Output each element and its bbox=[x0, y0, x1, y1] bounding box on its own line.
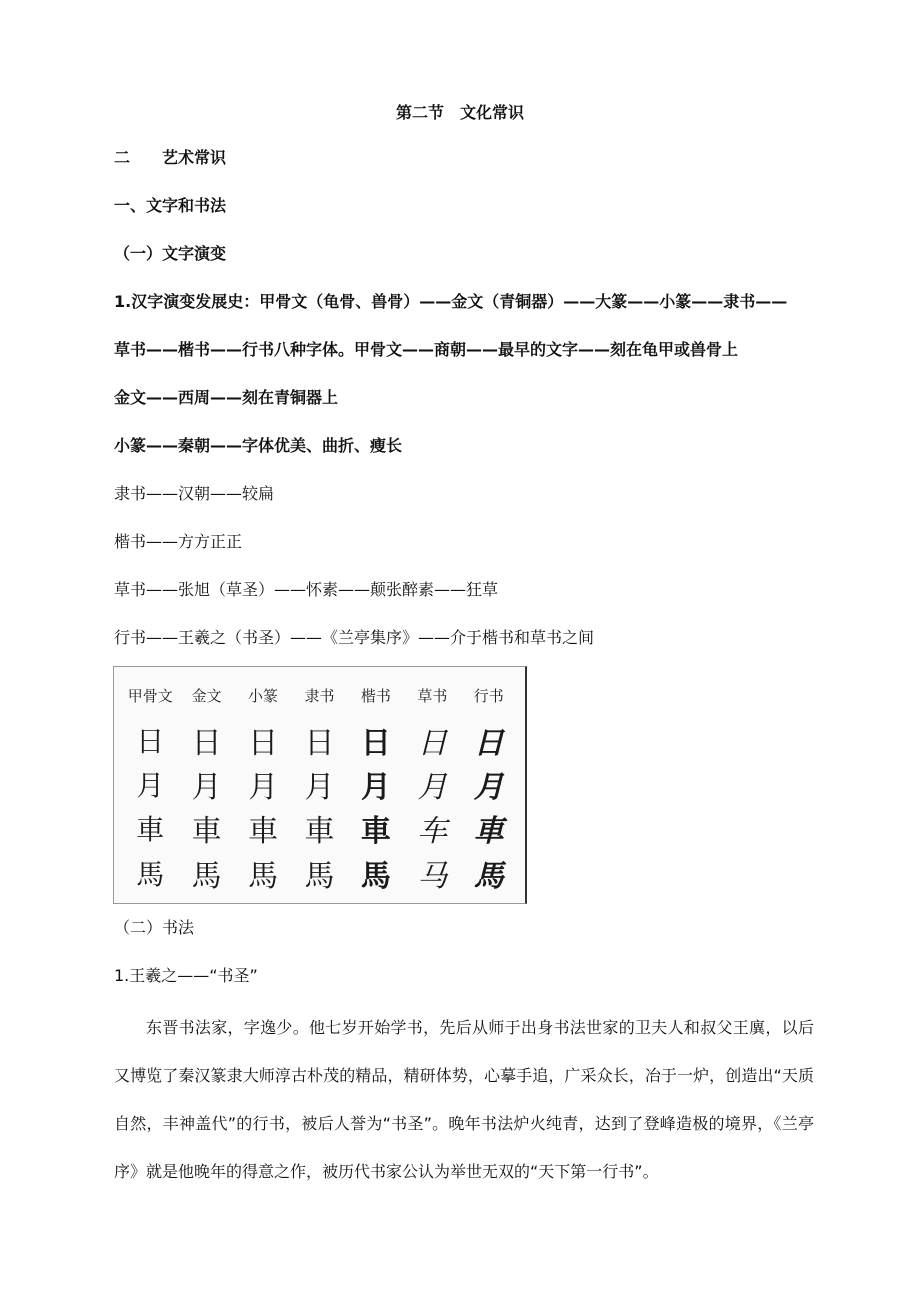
figure-glyph: 马 bbox=[417, 858, 448, 894]
figure-glyph: 車 bbox=[304, 814, 335, 850]
figure-header: 小篆 bbox=[248, 686, 279, 705]
text-line-oracle-bone: 草书——楷书——行书八种字体。甲骨文——商朝——最早的文字——刻在龟甲或兽骨上 bbox=[114, 340, 739, 359]
figure-header: 草书 bbox=[417, 686, 448, 705]
figure-glyph: 車 bbox=[360, 814, 391, 850]
figure-header: 楷书 bbox=[360, 686, 391, 705]
figure-glyph: 日 bbox=[304, 725, 335, 761]
text-line-clerical: 隶书——汉朝——较扁 bbox=[114, 484, 275, 503]
figure-glyph: 馬 bbox=[304, 858, 335, 894]
section-title: 第二节 文化常识 bbox=[395, 103, 524, 122]
figure-glyph: 月 bbox=[191, 769, 222, 805]
figure-header: 隶书 bbox=[304, 686, 335, 705]
subheading-calligraphy: （二）书法 bbox=[114, 918, 195, 937]
text-line-bronze: 金文——西周——刻在青铜器上 bbox=[114, 388, 339, 407]
figure-glyph: 车 bbox=[417, 814, 448, 850]
script-evolution-figure bbox=[113, 666, 527, 904]
figure-glyph: 車 bbox=[191, 814, 222, 850]
figure-glyph: 車 bbox=[136, 813, 165, 847]
figure-glyph: 日 bbox=[248, 725, 279, 761]
text-line-running: 行书——王羲之（书圣）——《兰亭集序》——介于楷书和草书之间 bbox=[114, 628, 595, 647]
figure-glyph: 日 bbox=[360, 725, 391, 761]
figure-glyph: 月 bbox=[473, 769, 504, 805]
figure-header: 行书 bbox=[473, 686, 504, 705]
heading-art-knowledge: 二 艺术常识 bbox=[114, 148, 227, 167]
text-line-small-seal: 小篆——秦朝——字体优美、曲折、瘦长 bbox=[114, 436, 403, 455]
figure-glyph: 日 bbox=[417, 725, 448, 761]
figure-glyph: 馬 bbox=[191, 858, 222, 894]
figure-glyph: 車 bbox=[473, 814, 504, 850]
figure-glyph: 馬 bbox=[248, 858, 279, 894]
figure-glyph: 月 bbox=[304, 769, 335, 805]
item-wang-xizhi: 1.王羲之——“书圣” bbox=[114, 966, 258, 985]
text-line-regular: 楷书——方方正正 bbox=[114, 532, 243, 551]
figure-glyph: 月 bbox=[360, 769, 391, 805]
figure-glyph: 日 bbox=[136, 724, 165, 758]
text-line-cursive: 草书——张旭（草圣）——怀素——颠张醉素——狂草 bbox=[114, 580, 499, 599]
figure-glyph: 馬 bbox=[473, 858, 504, 894]
figure-glyph: 月 bbox=[136, 768, 165, 802]
figure-glyph: 月 bbox=[248, 769, 279, 805]
paragraph-wang-xizhi: 东晋书法家，字逸少。他七岁开始学书，先后从师于出身书法世家的卫夫人和叔父王廙，以后又博览了秦汉篆隶大师淳古朴茂的精品，精研体势，心摹手追，广采众长，冶于一炉，创造出“天质自然，丰神盖代”的行书，被后人誉为“书圣”。晚年书法炉火纯青，达到了登峰造极的境界，《兰亭序》就是他晚年的得意之作，被历代书家公认为举世无双的“天下第一行书”。 bbox=[114, 1018, 814, 1181]
text-line-history: 1.汉字演变发展史：甲骨文（龟骨、兽骨）——金文（青铜器）——大篆——小篆——隶书—— bbox=[114, 292, 788, 311]
figure-glyph: 馬 bbox=[360, 858, 391, 894]
figure-header: 金文 bbox=[191, 686, 222, 705]
figure-glyph: 車 bbox=[248, 814, 279, 850]
heading-writing-calligraphy: 一、文字和书法 bbox=[114, 196, 227, 215]
figure-glyph: 日 bbox=[473, 725, 504, 761]
script-evolution-grid bbox=[114, 667, 525, 903]
figure-header: 甲骨文 bbox=[127, 686, 173, 705]
figure-glyph: 馬 bbox=[136, 857, 165, 891]
figure-glyph: 月 bbox=[417, 769, 448, 805]
figure-glyph: 日 bbox=[191, 725, 222, 761]
subheading-script-evolution: （一）文字演变 bbox=[114, 244, 227, 263]
